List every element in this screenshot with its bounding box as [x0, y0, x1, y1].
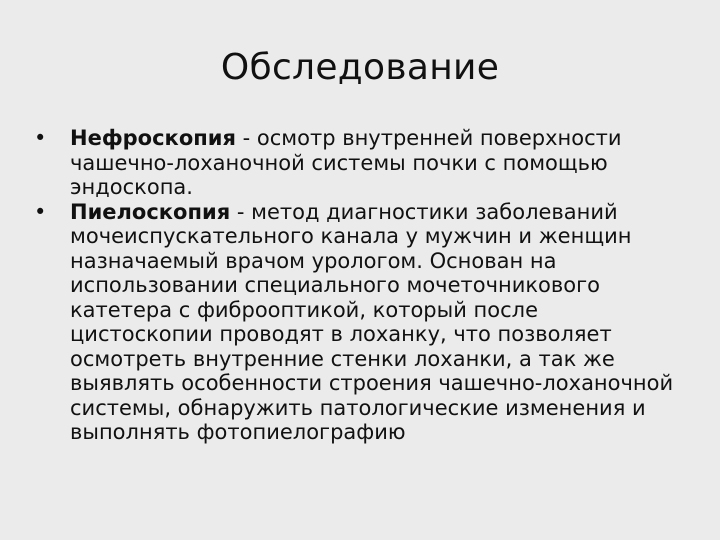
- definition-pyeloscopy: - метод диагностики заболеваний мочеиспускательного канала у мужчин и женщин назначаемый врачом урологом. Основан на использовании специального мочеточникового катетера с фиброоптикой, который после цистоскопии проводят в лоханку, что позволяет осмотреть внутренние стенки лоханки, а так же выявлять особенности строения чашечно-лоханочной системы, обнаружить патологические изменения и выполнять фотопиелографию: [70, 199, 674, 444]
- bullet-list: [34, 126, 674, 445]
- list-item-pyeloscopy: [34, 200, 674, 445]
- bullet-icon: •: [34, 199, 47, 224]
- bullet-icon: •: [34, 126, 47, 150]
- term-nephroscopy: Нефроскопия: [70, 126, 236, 150]
- list-item-nephroscopy: [34, 126, 674, 200]
- definition-nephroscopy: - осмотр внутренней поверхности чашечно-лоханочной системы почки с помощью эндоскопа.: [70, 126, 622, 199]
- slide-title: Обследование: [220, 47, 500, 88]
- term-pyeloscopy: Пиелоскопия: [70, 199, 231, 224]
